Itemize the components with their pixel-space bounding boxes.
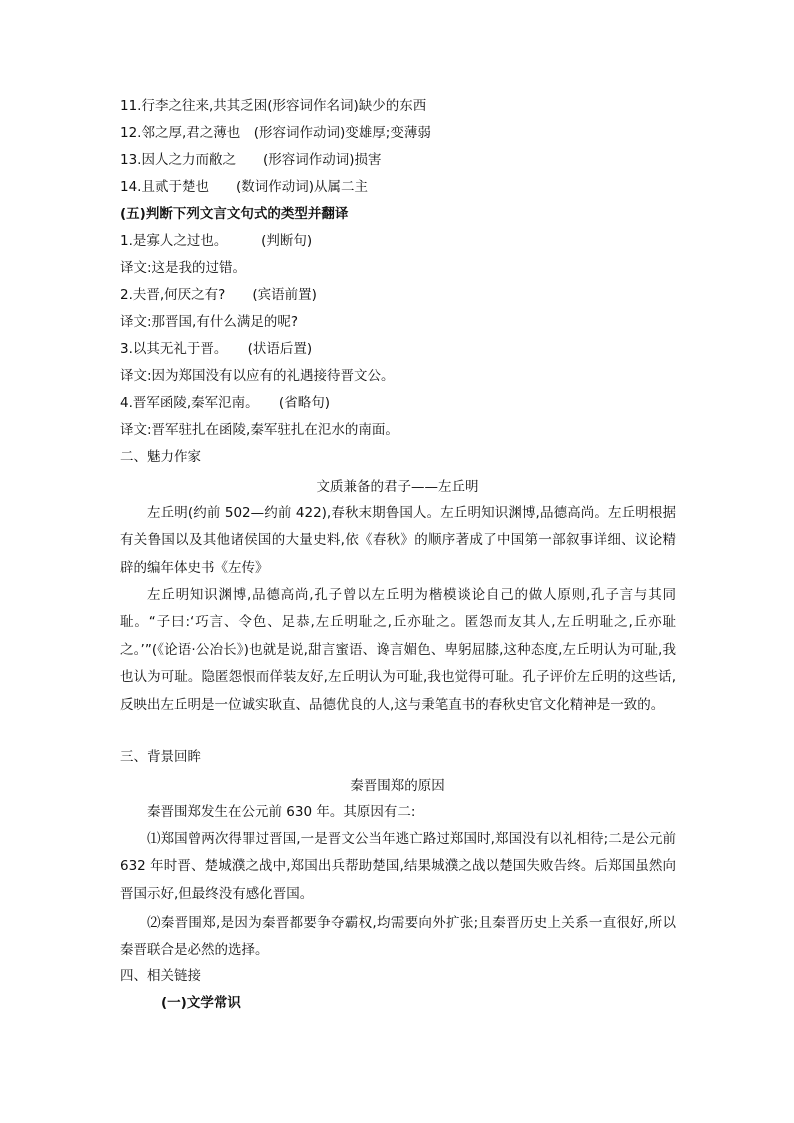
section-two-paragraph-1: 左丘明(约前 502—约前 422),春秋末期鲁国人。左丘明知识渊博,品德高尚。左丘明根据有关鲁国以及其他诸侯国的大量史料,依《春秋》的顺序著成了中国第一部叙事详细、议论精辟的编年体史书《左传》 [120, 505, 676, 576]
sentence-3: 3.以其无礼于晋。 (状语后置) [120, 341, 313, 357]
vocab-item-12: 12.邻之厚,君之薄也 (形容词作动词)变雄厚;变薄弱 [120, 125, 431, 141]
vocab-item-14: 14.且贰于楚也 (数词作动词)从属二主 [120, 179, 369, 195]
section-two-title: 文质兼备的君子——左丘明 [316, 479, 479, 495]
section-three-paragraph-1: 秦晋围郑发生在公元前 630 年。其原因有二: [147, 804, 416, 820]
section-three-heading: 三、背景回眸 [120, 749, 201, 765]
translation-1: 译文:这是我的过错。 [120, 260, 247, 276]
sentence-1: 1.是寡人之过也。 (判断句) [120, 233, 313, 249]
section-four-heading: 四、相关链接 [120, 968, 201, 984]
translation-3: 译文:因为郑国没有以应有的礼遇接待晋文公。 [120, 368, 395, 384]
section-five-title: (五)判断下列文言文句式的类型并翻译 [120, 206, 349, 222]
sentence-2: 2.夫晋,何厌之有? (宾语前置) [120, 287, 317, 303]
section-three-title: 秦晋围郑的原因 [350, 778, 445, 794]
section-two-heading: 二、魅力作家 [120, 449, 201, 465]
sentence-4: 4.晋军函陵,秦军氾南。 (省略句) [120, 395, 330, 411]
section-three-paragraph-3: ⑵秦晋围郑,是因为秦晋都要争夺霸权,均需要向外扩张;且秦晋历史上关系一直很好,所以秦晋联合是必然的选择。 [120, 915, 676, 959]
vocab-item-11: 11.行李之往来,共其乏困(形容词作名词)缺少的东西 [120, 98, 427, 114]
translation-2: 译文:那晋国,有什么满足的呢? [120, 314, 299, 330]
translation-4: 译文:晋军驻扎在函陵,秦军驻扎在氾水的南面。 [120, 422, 399, 438]
section-three-paragraph-2: ⑴郑国曾两次得罪过晋国,一是晋文公当年逃亡路过郑国时,郑国没有以礼相待;二是公元前 632 年时晋、楚城濮之战中,郑国出兵帮助楚国,结果城濮之战以楚国失败告终。后郑国虽然向晋国示好,但最终没有感化晋国。 [120, 831, 676, 902]
vocab-item-13: 13.因人之力而敝之 (形容词作动词)损害 [120, 152, 382, 168]
section-four-subheading: (一)文学常识 [161, 995, 241, 1011]
section-two-paragraph-2: 左丘明知识渊博,品德高尚,孔子曾以左丘明为楷模谈论自己的做人原则,孔子言与其同耻。“子曰:‘巧言、令色、足恭,左丘明耻之,丘亦耻之。匿怨而友其人,左丘明耻之,丘亦耻之。’”(《论语·公冶长》)也就是说,甜言蜜语、谗言媚色、卑躬屈膝,这种态度,左丘明认为可耻,我也认为可耻。隐匿怨恨而佯装友好,左丘明认为可耻,我也觉得可耻。孔子评价左丘明的这些话,反映出左丘明是一位诚实耿直、品德优良的人,这与秉笔直书的春秋史官文化精神是一致的。 [120, 587, 676, 713]
